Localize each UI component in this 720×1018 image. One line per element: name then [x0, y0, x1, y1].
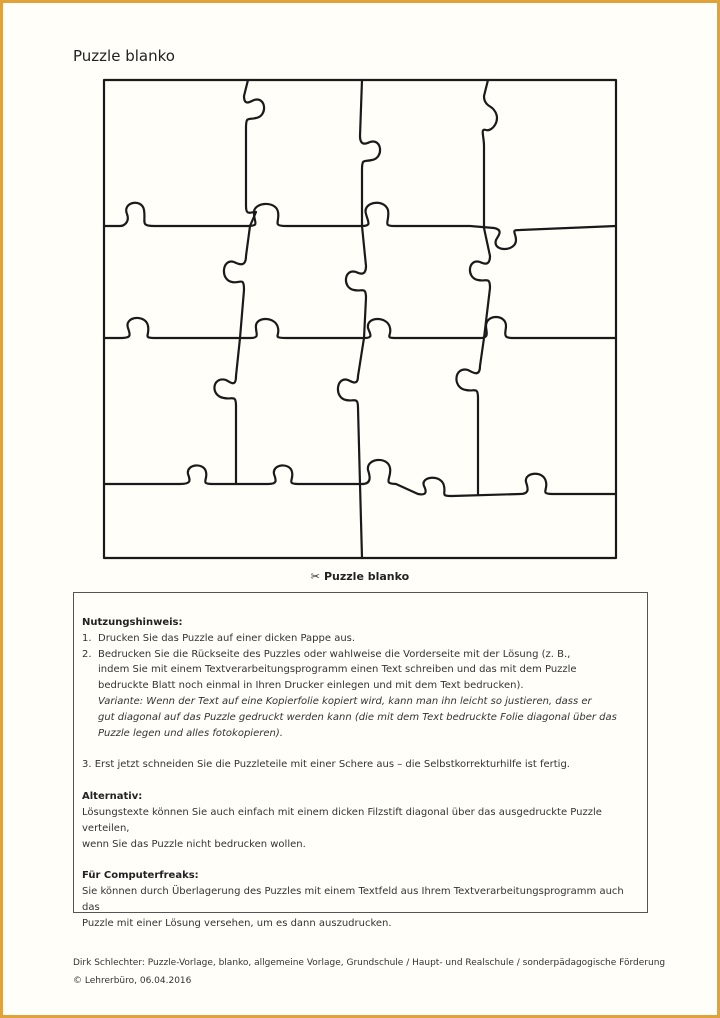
- puzzle-seam-h2: [104, 317, 616, 338]
- computerfreaks-heading: Für Computerfreaks:: [82, 870, 199, 882]
- step-3: 3. Erst jetzt schneiden Sie die Puzzleteile mit einer Schere aus – die Selbstkorrekturhilfe ist fertig.: [82, 759, 570, 771]
- step-2-line-2: indem Sie mit einem Textverarbeitungsprogramm einen Text schreiben und das mit dem Puzzle: [98, 664, 577, 676]
- usage-steps: [82, 631, 639, 742]
- variant-line-1: Variante: Wenn der Text auf eine Kopierfolie kopiert wird, kann man ihn leicht so justieren, dass er: [98, 695, 592, 707]
- footer-copyright: © Lehrerbüro, 06.04.2016: [73, 976, 192, 986]
- step-2-line-1: Bedrucken Sie die Rückseite des Puzzles oder wahlweise die Vorderseite mit der Lösung (z. B.,: [98, 648, 571, 660]
- step-1: 1. Drucken Sie das Puzzle auf einer dicken Pappe aus.: [82, 632, 356, 644]
- usage-notes-box: [73, 592, 648, 929]
- usage-heading: Nutzungshinweis:: [82, 617, 183, 628]
- alternative-line-2: wenn Sie das Puzzle nicht bedrucken wollen.: [82, 838, 306, 850]
- alternative-line-1: Lösungstexte können Sie auch einfach mit einem dicken Filzstift diagonal über das ausgedruckte Puzzle verteilen,: [82, 806, 602, 834]
- puzzle-caption: ✂ Puzzle blanko: [310, 570, 410, 583]
- footer-credit: Dirk Schlechter: Puzzle-Vorlage, blanko, allgemeine Vorlage, Grundschule / Haupt- und Realschule / sonderpädagogische Förderung: [73, 958, 666, 968]
- variant-line-3: Puzzle legen und alles fotokopieren).: [98, 727, 283, 739]
- variant-line-2: gut diagonal auf das Puzzle gedruckt werden kann (die mit dem Text bedruckte Folie diagonal über das: [98, 711, 617, 723]
- page-title: Puzzle blanko: [73, 47, 175, 65]
- computerfreaks-line-1: Sie können durch Überlagerung des Puzzles mit einem Textfeld aus Ihrem Textverarbeitungsprogramm auch das: [82, 886, 624, 913]
- footer: [73, 954, 665, 990]
- puzzle-seam-v1: [214, 80, 264, 484]
- puzzle-seam-h1: [104, 203, 616, 249]
- alternative-heading: Alternativ:: [82, 791, 143, 803]
- computerfreaks-line-2: Puzzle mit einer Lösung versehen, um es dann auszudrucken.: [82, 917, 392, 929]
- scissors-icon: ✂: [310, 570, 320, 583]
- puzzle-seam-v3: [456, 80, 497, 494]
- step-2-line-3: bedruckte Blatt noch einmal in Ihren Drucker einlegen und mit dem Text bedrucken).: [98, 680, 524, 692]
- step-2: 2. Bedrucken Sie die Rückseite des Puzzles oder wahlweise die Vorderseite mit der Lösung (z. B., indem Sie mit einem Textverarbeitungsprogramm einen Text schreiben und das mit dem Puzzle bedruckte Blatt noch einmal in Ihren Drucker einlegen und mit dem Text bedrucken). Variante: Wenn der Text auf eine Kopierfolie kopiert wird, kann man ihn leicht so justieren, dass er gut diagonal auf das Puzzle gedruckt werden kann (die mit dem Text bedruckte Folie diagonal über das Puzzle legen und alles fotokopieren).: [82, 648, 617, 739]
- puzzle-template: [100, 76, 620, 562]
